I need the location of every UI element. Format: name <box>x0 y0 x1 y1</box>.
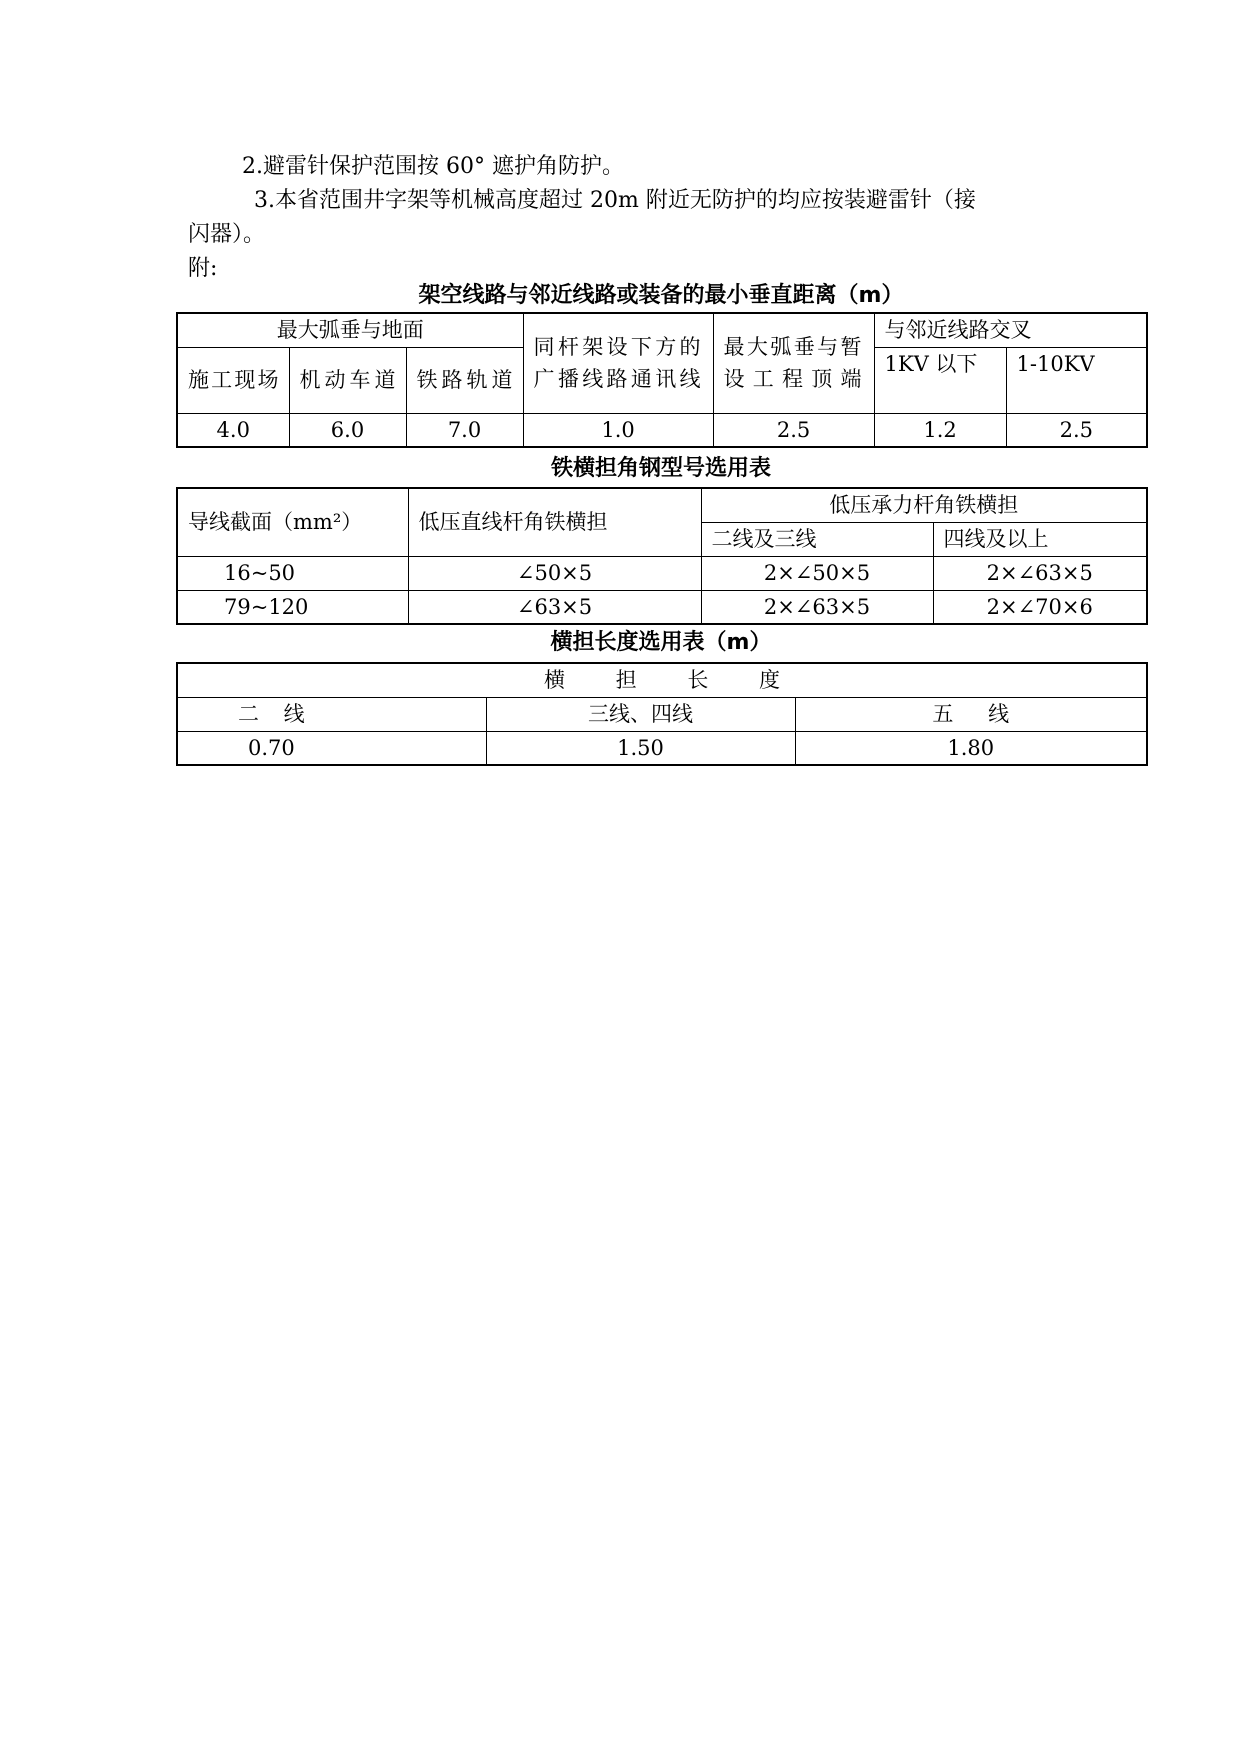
paragraph-lightning-rod-line2: 闪器）。 <box>188 222 266 247</box>
table1-title: 架空线路与邻近线路或装备的最小垂直距离（m） <box>418 283 904 308</box>
cell-two-three: 2×∠50×5 <box>701 556 933 590</box>
header-three-four-wires: 三线、四线 <box>486 697 795 731</box>
value-1-10kv: 2.5 <box>1006 413 1147 447</box>
value-three-four-wires: 1.50 <box>486 731 795 765</box>
table-row <box>177 556 1147 590</box>
header-five-wires: 五 线 <box>795 697 1147 731</box>
paragraph-lightning-range: 2.避雷针保护范围按 60° 遮护角防护。 <box>242 154 624 179</box>
value-construction-site: 4.0 <box>177 413 289 447</box>
table-row <box>177 590 1147 624</box>
header-construction-site: 施工现场 <box>177 347 289 413</box>
value-temp-structure: 2.5 <box>713 413 874 447</box>
table2-title: 铁横担角钢型号选用表 <box>550 456 771 481</box>
value-two-wires: 0.70 <box>177 731 486 765</box>
cell-section: 79~120 <box>177 590 408 624</box>
header-straight-pole: 低压直线杆角铁横担 <box>408 488 701 556</box>
cell-two-three: 2×∠63×5 <box>701 590 933 624</box>
header-ground-clearance: 最大弧垂与地面 <box>177 313 523 347</box>
cell-four-plus: 2×∠70×6 <box>933 590 1147 624</box>
crossarm-length-table <box>176 662 1148 766</box>
header-conductor-section: 导线截面（mm²） <box>177 488 408 556</box>
paragraph-lightning-rod-line1: 3.本省范围井字架等机械高度超过 20m 附近无防护的均应按装避雷针（接 <box>254 188 976 213</box>
header-motor-road: 机动车道 <box>289 347 406 413</box>
header-below-1kv: 1KV 以下 <box>874 347 1006 413</box>
min-vertical-distance-table <box>176 312 1148 448</box>
cell-section: 16~50 <box>177 556 408 590</box>
cell-four-plus: 2×∠63×5 <box>933 556 1147 590</box>
angle-steel-crossarm-table <box>176 487 1148 625</box>
header-four-plus-wires: 四线及以上 <box>933 522 1147 556</box>
paragraph-appendix-label: 附: <box>188 256 218 281</box>
value-below-1kv: 1.2 <box>874 413 1006 447</box>
table3-title: 横担长度选用表（m） <box>550 630 772 655</box>
header-1-10kv: 1-10KV <box>1006 347 1147 413</box>
header-temp-structure: 最大弧垂与暂设工程顶端 <box>713 313 874 413</box>
value-railway: 7.0 <box>406 413 523 447</box>
header-same-pole-broadcast: 同杆架设下方的广播线路通讯线 <box>523 313 713 413</box>
cell-straight: ∠50×5 <box>408 556 701 590</box>
header-crossing-lines: 与邻近线路交叉 <box>874 313 1147 347</box>
value-motor-road: 6.0 <box>289 413 406 447</box>
value-five-wires: 1.80 <box>795 731 1147 765</box>
header-two-three-wires: 二线及三线 <box>701 522 933 556</box>
header-two-wires: 二 线 <box>177 697 486 731</box>
header-tension-pole: 低压承力杆角铁横担 <box>701 488 1147 522</box>
value-same-pole: 1.0 <box>523 413 713 447</box>
header-railway: 铁路轨道 <box>406 347 523 413</box>
cell-straight: ∠63×5 <box>408 590 701 624</box>
header-crossarm-length: 横 担 长 度 <box>177 663 1147 697</box>
